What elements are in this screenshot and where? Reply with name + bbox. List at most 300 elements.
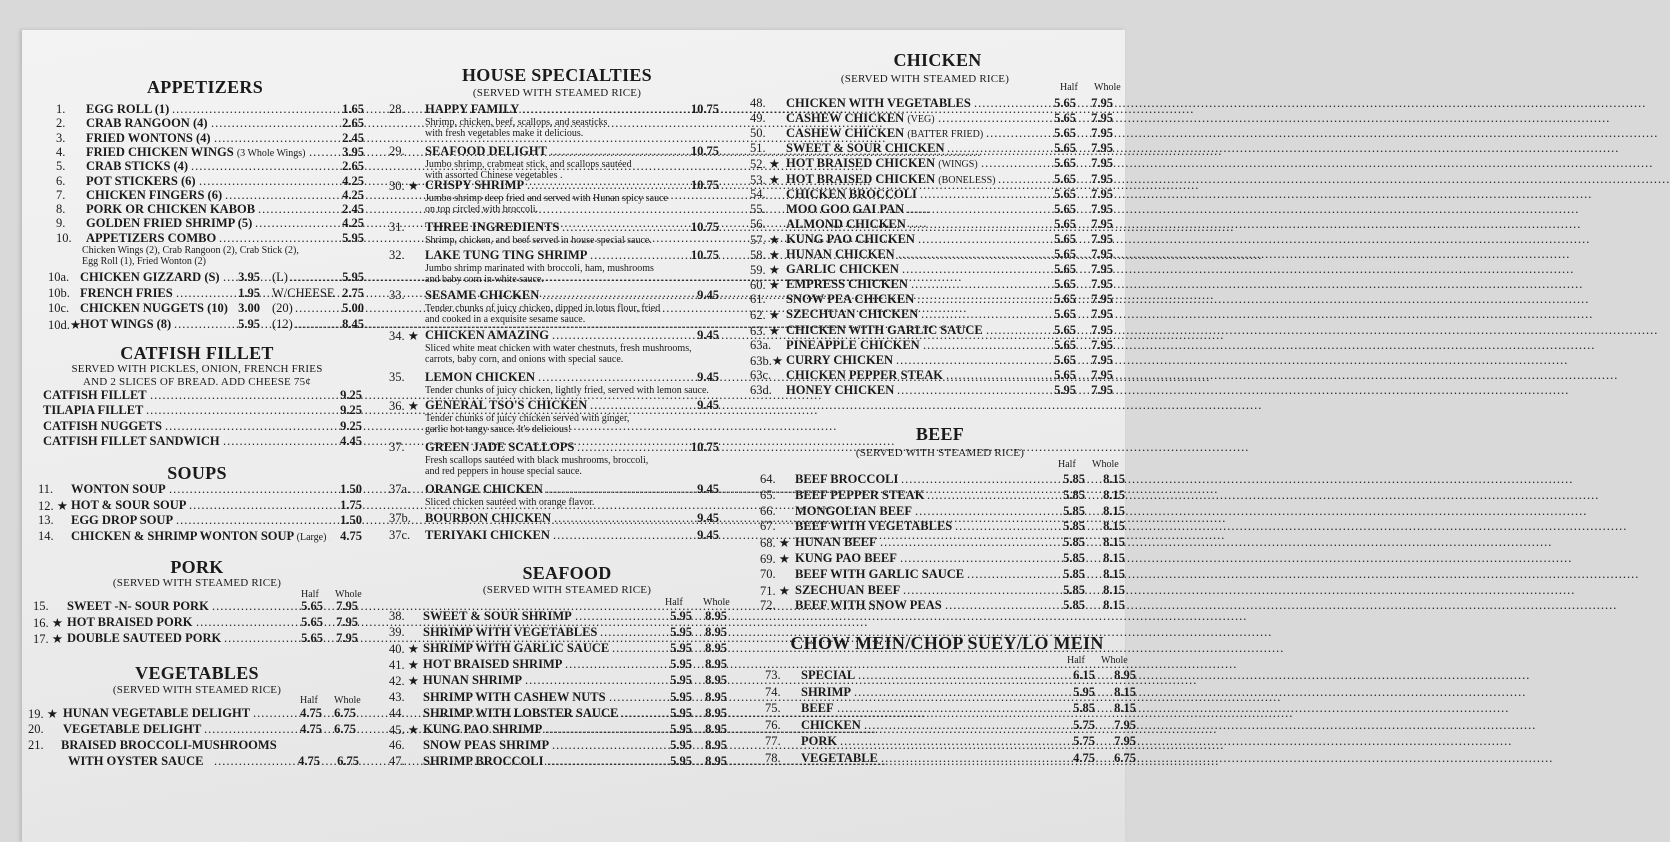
item-number: 55. <box>750 201 766 216</box>
price-large: 8.45 <box>342 316 364 331</box>
item-number: 71. ★ <box>760 583 790 598</box>
menu-item <box>750 141 1125 156</box>
price-half: 5.65 <box>1054 322 1076 337</box>
item-name <box>801 751 878 766</box>
dot-leader <box>176 513 330 528</box>
menu-item <box>387 328 752 343</box>
price-whole: 7.95 <box>1091 201 1113 216</box>
price-large: 5.00 <box>342 301 364 315</box>
item-note: (BATTER FRIED) <box>907 129 984 141</box>
menu-item <box>750 668 1136 683</box>
chicken-half-whole-header <box>1060 82 1121 93</box>
dot-leader <box>923 338 1044 353</box>
item-number: 11. <box>38 482 54 496</box>
price: 9.45 <box>697 398 719 412</box>
menu-item <box>22 202 372 217</box>
dot-leader <box>900 551 1053 566</box>
item-name <box>801 734 837 749</box>
item-name <box>423 722 542 737</box>
price-whole: 7.95 <box>1114 717 1136 732</box>
item-number: 42. ★ <box>389 674 419 689</box>
catfish-description-1: SERVED WITH PICKLES, ONION, FRENCH FRIES <box>71 363 323 375</box>
item-name-text: KUNG PAO BEEF <box>795 551 897 565</box>
chow-mein-title: CHOW MEIN/CHOP SUEY/LO MEIN <box>790 633 1104 653</box>
item-description: Jumbo shrimp marinated with broccoli, ham, mushrooms <box>425 263 654 274</box>
seafood-title: SEAFOOD <box>522 563 612 583</box>
menu-sheet <box>22 30 1136 842</box>
price-half: 5.65 <box>1054 367 1076 382</box>
price: 4.25 <box>342 216 364 231</box>
chow-mein-whole-label: Whole <box>1101 655 1128 666</box>
item-name <box>423 609 572 624</box>
dot-leader <box>986 126 1044 141</box>
item-number: 5. <box>56 159 66 174</box>
beef-half-label: Half <box>1058 459 1076 470</box>
item-name <box>423 706 618 721</box>
dot-leader <box>947 141 1044 156</box>
dot-leader <box>542 288 687 303</box>
price: 10.75 <box>690 102 719 116</box>
item-number: 63c. <box>750 367 772 382</box>
price-half: 5.95 <box>1054 382 1076 397</box>
dot-leader <box>172 102 332 117</box>
price-whole: 6.75 <box>334 706 356 720</box>
pork-subtitle: (SERVED WITH STEAMED RICE) <box>112 577 282 589</box>
dot-leader <box>915 504 1053 519</box>
chicken-half-label: Half <box>1060 82 1078 93</box>
item-name-text: CATFISH FILLET SANDWICH <box>43 433 220 448</box>
item-name-text: WONTON SOUP <box>71 482 166 496</box>
menu-item <box>750 247 1125 262</box>
item-name <box>786 187 917 202</box>
dot-leader <box>174 317 228 332</box>
menu-item-extra <box>22 270 372 285</box>
item-number: 51. <box>750 141 766 156</box>
dot-leader <box>565 657 660 672</box>
price-whole: 7.95 <box>336 631 358 645</box>
menu-item <box>750 598 1125 613</box>
item-name-text: HOT & SOUR SOUP <box>71 497 187 512</box>
dot-leader <box>214 754 294 769</box>
menu-item <box>22 231 372 246</box>
price: 2.45 <box>342 202 364 217</box>
item-name <box>63 706 250 721</box>
price-whole: 8.95 <box>705 673 727 688</box>
dot-leader <box>938 111 1044 126</box>
item-name-text: EMPRESS CHICKEN <box>786 277 908 292</box>
price-half: 5.65 <box>1054 96 1076 110</box>
price: 9.45 <box>697 511 719 525</box>
item-name: TERIYAKI CHICKEN <box>425 528 550 542</box>
item-name-text: CRAB RANGOON (4) <box>86 116 208 131</box>
price-large: 5.95 <box>342 270 364 284</box>
menu-item <box>387 673 752 688</box>
item-number: 44. <box>389 705 405 720</box>
menu-item <box>750 111 1125 126</box>
item-name <box>795 519 952 534</box>
item-name <box>786 96 971 111</box>
item-name <box>786 156 978 171</box>
dot-leader <box>881 751 1063 766</box>
item-number: 60. ★ <box>750 278 780 293</box>
pork-title: PORK <box>170 557 224 577</box>
dot-leader <box>191 159 332 174</box>
menu-item <box>22 419 372 434</box>
item-name <box>801 668 855 683</box>
item-description: Shrimp, chicken, beef, scallops, and seasticks <box>425 117 608 128</box>
price-half: 4.75 <box>300 722 322 736</box>
dot-leader <box>525 673 660 688</box>
item-number: 37a. <box>389 482 411 496</box>
dot-leader <box>546 482 687 497</box>
price-half: 6.15 <box>1073 668 1095 682</box>
item-number: 8. <box>56 202 66 217</box>
item-description: garlic hot tangy sauce. It's delicious! <box>425 424 572 435</box>
dot-leader <box>600 625 660 640</box>
item-name-text: SZECHUAN CHICKEN <box>786 307 919 322</box>
item-name-text: BEEF BROCCOLI <box>795 472 899 486</box>
menu-item <box>750 684 1136 700</box>
dot-leader <box>927 488 1053 503</box>
item-note: (VEG) <box>907 114 935 126</box>
dot-leader <box>902 262 1044 277</box>
item-number: 62. ★ <box>750 308 780 323</box>
item-number: 29. <box>389 144 405 158</box>
menu-item <box>750 202 1125 217</box>
dot-leader <box>224 631 293 646</box>
combo-description-2: Egg Roll (1), Fried Wonton (2) <box>82 256 206 267</box>
dot-leader <box>577 440 679 455</box>
price-half: 5.65 <box>1054 262 1076 277</box>
menu-item <box>22 388 372 403</box>
item-number: 1. <box>56 102 66 116</box>
menu-item <box>387 220 752 235</box>
item-number: 36. ★ <box>389 399 419 413</box>
price-half: 5.85 <box>1063 582 1085 597</box>
price: 9.25 <box>340 388 362 402</box>
menu-item <box>387 144 752 159</box>
price-whole: 7.95 <box>1091 171 1113 186</box>
item-name-text: CHICKEN WITH VEGETABLES <box>786 96 971 110</box>
menu-item <box>22 706 372 721</box>
item-name <box>423 657 562 672</box>
item-name-text: CRAB STICKS (4) <box>86 159 189 174</box>
item-name <box>423 641 609 656</box>
menu-item-21-line-2 <box>22 754 372 769</box>
dot-leader <box>550 144 679 159</box>
menu-item <box>750 232 1125 247</box>
menu-item <box>22 216 372 231</box>
menu-item <box>750 217 1125 232</box>
seafood-subtitle: (SERVED WITH STEAMED RICE) <box>482 584 652 596</box>
menu-item <box>22 529 372 544</box>
price-whole: 7.95 <box>1091 292 1113 307</box>
price: 9.45 <box>697 288 719 302</box>
price-whole: 7.95 <box>1091 141 1113 156</box>
item-name <box>71 529 326 544</box>
item-name: ORANGE CHICKEN <box>425 482 543 496</box>
item-description: Tender chunks of juicy chicken, dipped in lotus flour, fried <box>425 303 661 314</box>
price: 1.50 <box>340 513 362 527</box>
item-name <box>786 383 894 398</box>
price-half: 4.75 <box>1073 750 1095 765</box>
price: 10.75 <box>690 220 719 234</box>
menu-item <box>22 131 372 146</box>
item-name-text: SHRIMP BROCCOLI <box>423 753 544 768</box>
dot-leader <box>967 567 1053 582</box>
item-name <box>786 172 995 187</box>
dot-leader <box>880 535 1053 550</box>
item-name: HAPPY FAMILY <box>425 102 520 116</box>
price-whole: 7.95 <box>1091 126 1113 141</box>
item-description: and cooked in a exquisite sesame sauce. <box>425 314 586 325</box>
item-number: 33. <box>389 288 405 302</box>
seafood-whole-label: Whole <box>703 597 730 608</box>
item-name: SEAFOOD DELIGHT <box>425 144 547 158</box>
item-number: 10c. <box>48 301 70 315</box>
item-name: FRENCH FRIES <box>80 285 173 300</box>
price-whole: 7.95 <box>1091 307 1113 322</box>
dot-leader <box>552 328 687 343</box>
item-name-text: CATFISH NUGGETS <box>43 418 162 433</box>
price-half: 5.85 <box>1063 598 1085 613</box>
item-name <box>786 232 915 247</box>
price-whole: 8.15 <box>1103 598 1125 613</box>
chicken-whole-label: Whole <box>1094 82 1121 93</box>
price-whole: 8.95 <box>705 705 727 720</box>
menu-item <box>750 368 1125 383</box>
item-number: 52. ★ <box>750 157 780 172</box>
item-name: CHICKEN NUGGETS (10) <box>80 301 228 315</box>
item-description: Sliced white meat chicken with water chestnuts, fresh mushrooms, <box>425 343 692 354</box>
item-name-text: HUNAN VEGETABLE DELIGHT <box>63 706 251 720</box>
item-name-text: SWEET & SOUR CHICKEN <box>786 141 945 156</box>
item-number: 68. ★ <box>760 536 790 551</box>
item-description: and red peppers in house special sauce. <box>425 466 582 477</box>
item-name <box>801 685 851 700</box>
item-description: with fresh vegetables make it delicious. <box>425 128 584 139</box>
item-name <box>786 202 904 217</box>
price-half: 5.65 <box>1054 292 1076 307</box>
item-name <box>423 738 549 753</box>
price-whole: 7.95 <box>1091 382 1113 397</box>
item-name: BOURBON CHICKEN <box>425 511 552 525</box>
item-number: 32. <box>389 248 405 262</box>
item-number: 19. ★ <box>28 707 58 721</box>
menu-item <box>22 513 372 528</box>
item-number: 2. <box>56 116 66 131</box>
item-name <box>786 307 918 322</box>
dot-leader <box>840 734 1063 749</box>
item-description: Jumbo shrimp, crabmeat stick, and scallops sautéed <box>425 159 632 170</box>
price-half: 4.75 <box>298 754 320 768</box>
price-half: 5.75 <box>1073 734 1095 748</box>
combo-description-1: Chicken Wings (2), Crab Rangoon (2), Crab Stick (2), <box>82 245 299 256</box>
menu-item <box>750 156 1125 171</box>
price-whole: 7.95 <box>1091 156 1113 171</box>
price-whole: 7.95 <box>1091 337 1113 352</box>
price-half: 5.85 <box>1063 503 1085 518</box>
item-description: Jumbo shrimp deep fried and served with Hunan spicy sauce <box>425 193 668 204</box>
item-name-text: EGG DROP SOUP <box>71 513 174 527</box>
price-half: 5.65 <box>1054 247 1076 261</box>
item-name-text: TILAPIA FILLET <box>43 403 144 418</box>
size-label: (12) <box>272 316 293 331</box>
item-number: 53. ★ <box>750 172 780 187</box>
price-whole: 8.95 <box>705 721 727 736</box>
dot-leader <box>165 419 330 434</box>
menu-item <box>22 145 372 160</box>
soups-title: SOUPS <box>167 463 227 483</box>
price-whole: 8.95 <box>705 689 727 704</box>
item-name <box>86 131 211 146</box>
dot-leader <box>864 718 1063 733</box>
item-number: 9. <box>56 216 66 231</box>
price-half: 5.95 <box>670 689 692 704</box>
item-name <box>43 419 162 434</box>
item-description: Fresh scallops sautéed with black mushrooms, broccoli, <box>425 455 649 466</box>
price: 10.75 <box>690 178 719 192</box>
menu-item <box>387 722 752 737</box>
price: 9.45 <box>697 482 719 496</box>
item-name <box>67 599 209 614</box>
item-number: 10b. <box>48 285 70 300</box>
item-description: Tender chunks of juicy chicken served with ginger, <box>425 413 630 424</box>
menu-item <box>22 631 372 646</box>
price-half: 5.85 <box>1063 551 1085 565</box>
item-name-text: VEGETABLE DELIGHT <box>63 722 202 736</box>
item-number: 74. <box>765 684 781 699</box>
size-label: (L) <box>272 270 288 284</box>
price-half: 5.95 <box>670 721 692 736</box>
item-name-text: CURRY CHICKEN <box>786 352 894 367</box>
item-number: 17. ★ <box>33 632 63 646</box>
item-name: SESAME CHICKEN <box>425 288 540 302</box>
item-name-text: HUNAN CHICKEN <box>786 247 895 261</box>
item-name-text: EGG ROLL (1) <box>86 102 170 116</box>
item-name: CHICKEN GIZZARD (S) <box>80 270 220 284</box>
dot-leader <box>553 528 687 543</box>
item-number: 77. <box>765 734 781 748</box>
dot-leader <box>917 292 1044 307</box>
item-name: LEMON CHICKEN <box>425 370 536 384</box>
item-number: 37c. <box>389 528 411 542</box>
item-number: 10a. <box>48 270 70 284</box>
menu-item <box>750 551 1125 566</box>
item-number: 57. ★ <box>750 232 780 247</box>
price-whole: 7.95 <box>1091 277 1113 292</box>
size-label: (20) <box>272 301 293 315</box>
menu-item <box>387 528 752 543</box>
menu-item <box>387 609 752 624</box>
price: 5.95 <box>342 230 364 245</box>
item-name <box>86 202 255 217</box>
menu-item <box>750 383 1125 398</box>
item-name-text: GARLIC CHICKEN <box>786 262 899 277</box>
house-specialties-title: HOUSE SPECIALTIES <box>461 65 652 85</box>
item-number: 67. <box>760 519 776 534</box>
price: 9.45 <box>697 370 719 384</box>
menu-item <box>22 434 372 449</box>
item-name-text: HUNAN BEEF <box>795 535 877 550</box>
price: 4.25 <box>342 173 364 188</box>
menu-item <box>750 126 1125 141</box>
price: 4.75 <box>340 528 362 543</box>
item-name <box>43 388 147 403</box>
beef-title: BEEF <box>915 424 965 444</box>
price-whole: 7.95 <box>1091 247 1113 261</box>
price-small: 5.95 <box>238 316 260 331</box>
item-name <box>795 504 912 519</box>
price-half: 5.65 <box>301 599 323 613</box>
menu-item <box>750 307 1125 322</box>
dot-leader <box>214 131 332 146</box>
item-number: 38. <box>389 609 405 623</box>
dot-leader <box>837 701 1063 716</box>
price-half: 5.65 <box>1054 156 1076 171</box>
menu-item <box>387 398 752 413</box>
price-small: 3.00 <box>238 301 260 315</box>
price-half: 5.65 <box>1054 171 1076 186</box>
item-number: 43. <box>389 689 405 704</box>
chicken-subtitle: (SERVED WITH STEAMED RICE) <box>840 73 1010 85</box>
item-number: 21. <box>28 738 44 752</box>
menu-item <box>387 511 752 526</box>
price-whole: 6.75 <box>337 754 359 768</box>
menu-item <box>750 338 1125 353</box>
menu-item <box>22 498 372 513</box>
price-whole: 8.15 <box>1103 535 1125 550</box>
item-name <box>63 722 201 737</box>
menu-item-extra <box>22 317 372 332</box>
item-name <box>86 116 208 131</box>
price-half: 5.95 <box>670 753 692 768</box>
chow-mein-half-whole-header <box>1067 655 1128 666</box>
dot-leader <box>150 388 330 403</box>
item-name <box>86 231 216 246</box>
dot-leader <box>547 754 660 769</box>
dot-leader <box>295 317 330 332</box>
price-whole: 8.95 <box>705 737 727 752</box>
item-name-text: HONEY CHICKEN <box>786 382 895 397</box>
dot-leader <box>897 383 1044 398</box>
price-half: 5.95 <box>1073 684 1095 699</box>
item-name: LAKE TUNG TING SHRIMP <box>425 248 588 262</box>
dot-leader <box>225 188 332 203</box>
price-half: 5.85 <box>1063 472 1085 486</box>
menu-item <box>387 288 752 303</box>
item-name <box>786 323 983 338</box>
dot-leader <box>223 434 330 449</box>
price: 10.75 <box>690 440 719 454</box>
item-description: carrots, baby corn, and onions with special sauce. <box>425 354 624 365</box>
item-name <box>423 690 606 705</box>
price-whole: 7.95 <box>336 615 358 629</box>
menu-item <box>750 323 1125 338</box>
item-number: 41. ★ <box>389 658 419 673</box>
price-whole: 8.15 <box>1103 487 1125 502</box>
dot-leader <box>196 615 293 630</box>
beef-subtitle: (SERVED WITH STEAMED RICE) <box>855 447 1025 459</box>
dot-leader <box>920 187 1044 202</box>
item-name-text: SHRIMP WITH CASHEW NUTS <box>423 689 606 704</box>
item-number: 16. ★ <box>33 616 63 630</box>
price-half: 5.95 <box>670 625 692 640</box>
price-whole: 7.95 <box>1091 262 1113 277</box>
dot-leader <box>253 706 292 721</box>
price-large: 2.75 <box>342 285 364 300</box>
price: 2.65 <box>342 159 364 174</box>
